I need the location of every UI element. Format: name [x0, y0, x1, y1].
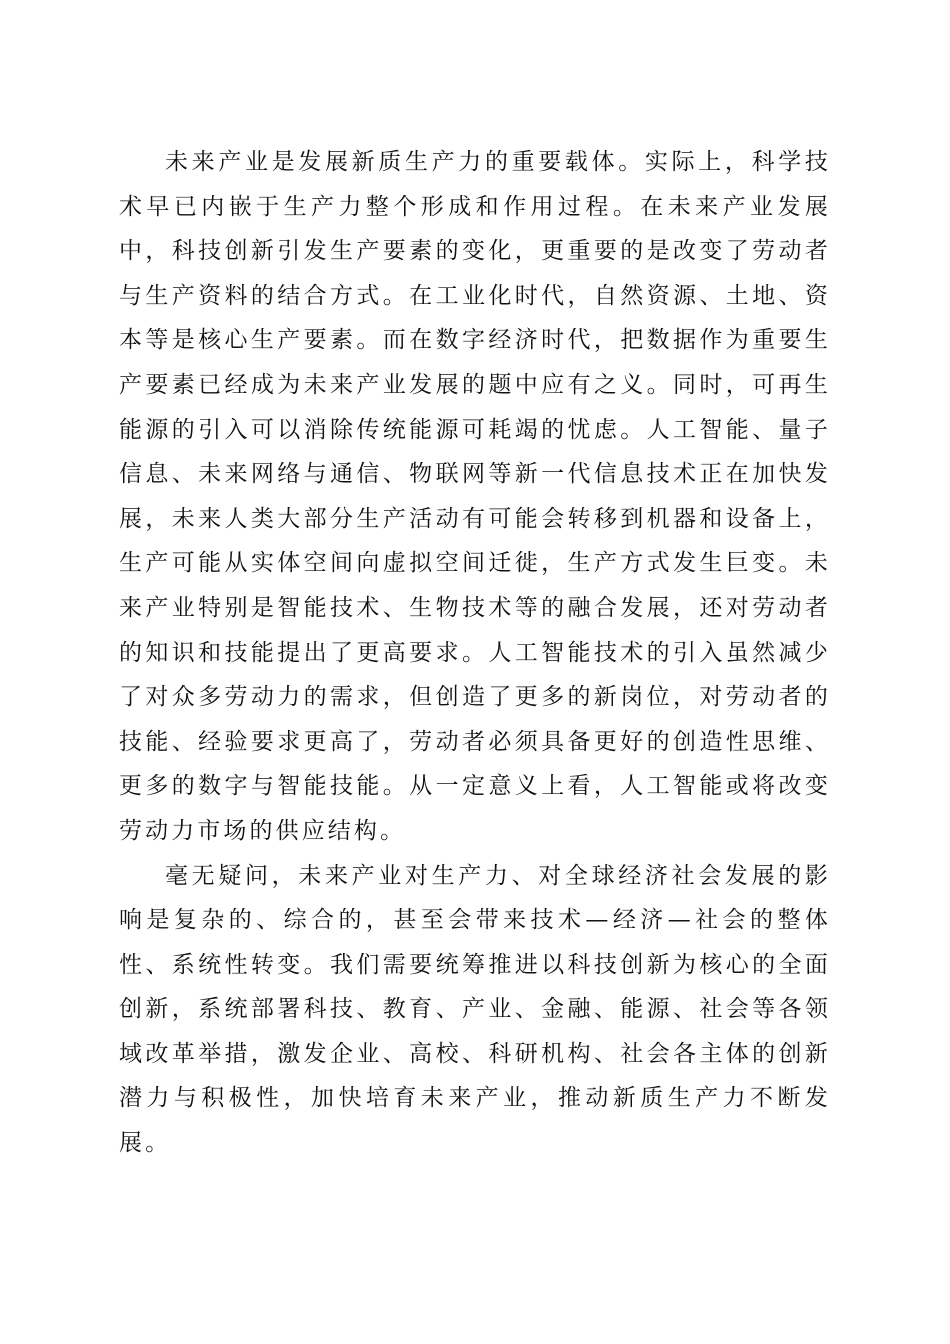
paragraph-2: 毫无疑问，未来产业对生产力、对全球经济社会发展的影响是复杂的、综合的，甚至会带来技术—经济—社会的整体性、系统性转变。我们需要统筹推进以科技创新为核心的全面创新，系统部署科技、教育、产业、金融、能源、社会等各领域改革举措，激发企业、高校、科研机构、社会各主体的创新潜力与积极性，加快培育未来产业，推动新质生产力不断发展。	[119, 862, 831, 1157]
document-body	[119, 140, 831, 1166]
paragraph-1: 未来产业是发展新质生产力的重要载体。实际上，科学技术早已内嵌于生产力整个形成和作用过程。在未来产业发展中，科技创新引发生产要素的变化，更重要的是改变了劳动者与生产资料的结合方式。在工业化时代，自然资源、土地、资本等是核心生产要素。而在数字经济时代，把数据作为重要生产要素已经成为未来产业发展的题中应有之义。同时，可再生能源的引入可以消除传统能源可耗竭的忧虑。人工智能、量子信息、未来网络与通信、物联网等新一代信息技术正在加快发展，未来人类大部分生产活动有可能会转移到机器和设备上，生产可能从实体空间向虚拟空间迁徙，生产方式发生巨变。未来产业特别是智能技术、生物技术等的融合发展，还对劳动者的知识和技能提出了更高要求。人工智能技术的引入虽然减少了对众多劳动力的需求，但创造了更多的新岗位，对劳动者的技能、经验要求更高了，劳动者必须具备更好的创造性思维、更多的数字与智能技能。从一定意义上看，人工智能或将改变劳动力市场的供应结构。	[119, 149, 831, 844]
